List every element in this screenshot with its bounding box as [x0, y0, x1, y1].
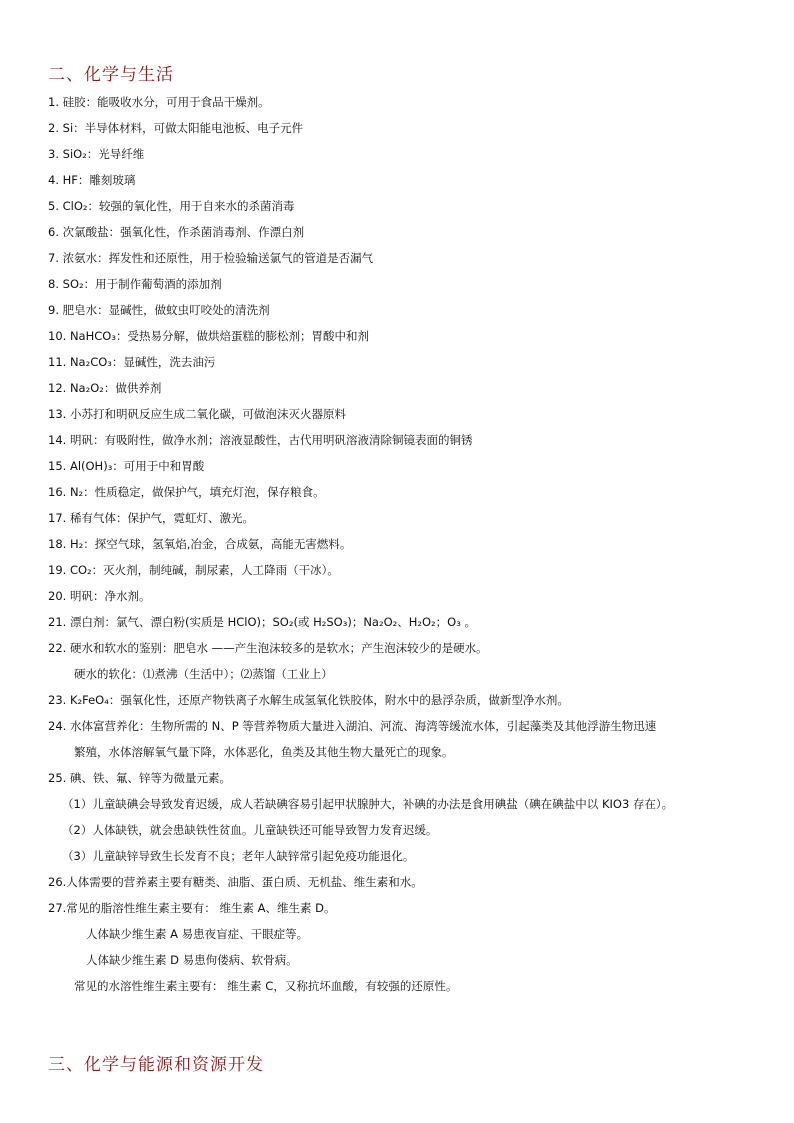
item-text: CO₂：灭火剂，制纯碱，制尿素，人工降雨（干冰）。: [69, 563, 339, 577]
list-item: [48, 562, 339, 578]
list-item: [48, 172, 135, 188]
item-number: 13.: [48, 407, 67, 421]
list-item: [48, 276, 222, 292]
item-number: 19.: [48, 563, 67, 577]
item-number: 8.: [48, 277, 59, 291]
list-item: [48, 250, 373, 266]
item-text: 次氯酸盐：强氧化性，作杀菌消毒剂、作漂白剂: [62, 225, 305, 239]
item-text: 常见的水溶性维生素主要有： 维生素 C，又称抗坏血酸，有较强的还原性。: [74, 979, 458, 993]
item-text: K₂FeO₄：强氧化性，还原产物铁离子水解生成氢氧化铁胶体，附水中的悬浮杂质，做新型净水剂。: [69, 693, 569, 707]
item-text: 浓氨水：挥发性和还原性，用于检验输送氯气的管道是否漏气: [62, 251, 374, 265]
list-item: [48, 224, 304, 240]
list-item: [48, 510, 254, 526]
item-number: 22.: [48, 641, 67, 655]
list-item: [48, 692, 569, 708]
item-number: 25.: [48, 771, 67, 785]
list-item: [48, 718, 656, 734]
item-number: 20.: [48, 589, 67, 603]
list-item: [62, 848, 414, 864]
list-item: [62, 796, 673, 812]
list-item: [48, 614, 476, 630]
list-item: [74, 744, 454, 760]
item-number: 23.: [48, 693, 67, 707]
item-number: 12.: [48, 381, 67, 395]
list-item: [48, 302, 270, 318]
item-number: 21.: [48, 615, 67, 629]
list-item: [48, 536, 351, 552]
list-item: [48, 198, 295, 214]
item-text: 明矾：有吸附性，做净水剂；溶液显酸性，古代用明矾溶液清除铜镜表面的铜锈: [69, 433, 473, 447]
item-number: 1.: [48, 95, 59, 109]
section-title-energy-and-resources: 三、化学与能源和资源开发: [48, 1055, 264, 1075]
item-number: 2.: [48, 121, 59, 135]
item-number: 11.: [48, 355, 67, 369]
item-number: 14.: [48, 433, 67, 447]
item-text: 肥皂水：显碱性，做蚊虫叮咬处的清洗剂: [62, 303, 270, 317]
item-number: 5.: [48, 199, 59, 213]
item-text: 稀有气体：保护气，霓虹灯、激光。: [69, 511, 254, 525]
list-item: [86, 952, 298, 968]
item-number: 6.: [48, 225, 59, 239]
item-text: Si：半导体材料，可做太阳能电池板、电子元件: [62, 121, 304, 135]
list-item: [48, 354, 215, 370]
list-item: [48, 380, 161, 396]
list-item: [48, 432, 472, 448]
item-number: 7.: [48, 251, 59, 265]
list-item: [48, 120, 303, 136]
list-item: [48, 484, 325, 500]
item-text: 明矾：净水剂。: [69, 589, 151, 603]
item-number: 9.: [48, 303, 59, 317]
item-text: Al(OH)₃：可用于中和胃酸: [69, 459, 205, 473]
item-text: （3）儿童缺锌导致生长发育不良；老年人缺锌常引起免疫功能退化。: [62, 849, 415, 863]
list-item: [86, 926, 308, 942]
list-item: [48, 640, 488, 656]
item-text: ClO₂：较强的氧化性，用于自来水的杀菌消毒: [62, 199, 295, 213]
item-text: 人体缺少维生素 D 易患佝偻病、软骨病。: [86, 953, 298, 967]
item-text: 漂白剂：氯气、漂白粉(实质是 HClO)；SO₂(或 H₂SO₃)；Na₂O₂、H₂O₂；O₃ 。: [69, 615, 476, 629]
item-text: 小苏打和明矾反应生成二氧化碳，可做泡沫灭火器原料: [69, 407, 346, 421]
item-text: 27.常见的脂溶性维生素主要有： 维生素 A、维生素 D。: [48, 901, 336, 915]
item-text: SiO₂：光导纤维: [62, 147, 145, 161]
item-number: 17.: [48, 511, 67, 525]
item-text: 硬水和软水的鉴别：肥皂水 ——产生泡沫较多的是软水；产生泡沫较少的是硬水。: [69, 641, 488, 655]
item-text: 26.人体需要的营养素主要有糖类、油脂、蛋白质、无机盐、维生素和水。: [48, 875, 423, 889]
item-number: 15.: [48, 459, 67, 473]
list-item: [48, 588, 150, 604]
item-text: NaHCO₃：受热易分解，做烘焙蛋糕的膨松剂；胃酸中和剂: [69, 329, 369, 343]
item-text: Na₂O₂：做供养剂: [69, 381, 162, 395]
item-number: 18.: [48, 537, 67, 551]
list-item: [48, 328, 369, 344]
item-text: SO₂：用于制作葡萄酒的添加剂: [62, 277, 222, 291]
item-text: 硬水的软化：⑴煮沸（生活中）；⑵蒸馏（工业上）: [74, 667, 333, 681]
list-item: [48, 458, 204, 474]
item-text: 繁殖，水体溶解氧气量下降，水体恶化，鱼类及其他生物大量死亡的现象。: [74, 745, 454, 759]
list-item: [48, 900, 335, 916]
list-item: [48, 146, 144, 162]
list-item: [74, 978, 457, 994]
item-number: 24.: [48, 719, 67, 733]
item-number: 16.: [48, 485, 67, 499]
item-text: HF：雕刻玻璃: [62, 173, 136, 187]
item-number: 4.: [48, 173, 59, 187]
list-item: [48, 406, 346, 422]
list-item: [48, 874, 423, 890]
item-number: 3.: [48, 147, 59, 161]
item-text: 碘、铁、氟、锌等为微量元素。: [69, 771, 231, 785]
section-title-chemistry-and-life: 二、化学与生活: [48, 65, 174, 85]
item-text: 人体缺少维生素 A 易患夜盲症、干眼症等。: [86, 927, 309, 941]
list-item: [48, 770, 231, 786]
list-item: [48, 94, 270, 110]
item-text: （1）儿童缺碘会导致发育迟缓，成人若缺碘容易引起甲状腺肿大，补碘的办法是食用碘盐（碘在碘盐中以 KIO3 存在）。: [62, 797, 674, 811]
item-text: N₂：性质稳定，做保护气，填充灯泡，保存粮食。: [69, 485, 325, 499]
item-text: Na₂CO₃：显碱性，洗去油污: [69, 355, 216, 369]
item-number: 10.: [48, 329, 67, 343]
item-text: H₂：探空气球，氢氧焰,冶金，合成氨，高能无害燃料。: [69, 537, 352, 551]
list-item: [62, 822, 437, 838]
item-text: 水体富营养化：生物所需的 N、P 等营养物质大量进入湖泊、河流、海湾等缓流水体，引起藻类及其他浮游生物迅速: [69, 719, 657, 733]
item-text: （2）人体缺铁，就会患缺铁性贫血。儿童缺铁还可能导致智力发育迟缓。: [62, 823, 438, 837]
item-text: 硅胶：能吸收水分，可用于食品干燥剂。: [62, 95, 270, 109]
list-item: [74, 666, 333, 682]
